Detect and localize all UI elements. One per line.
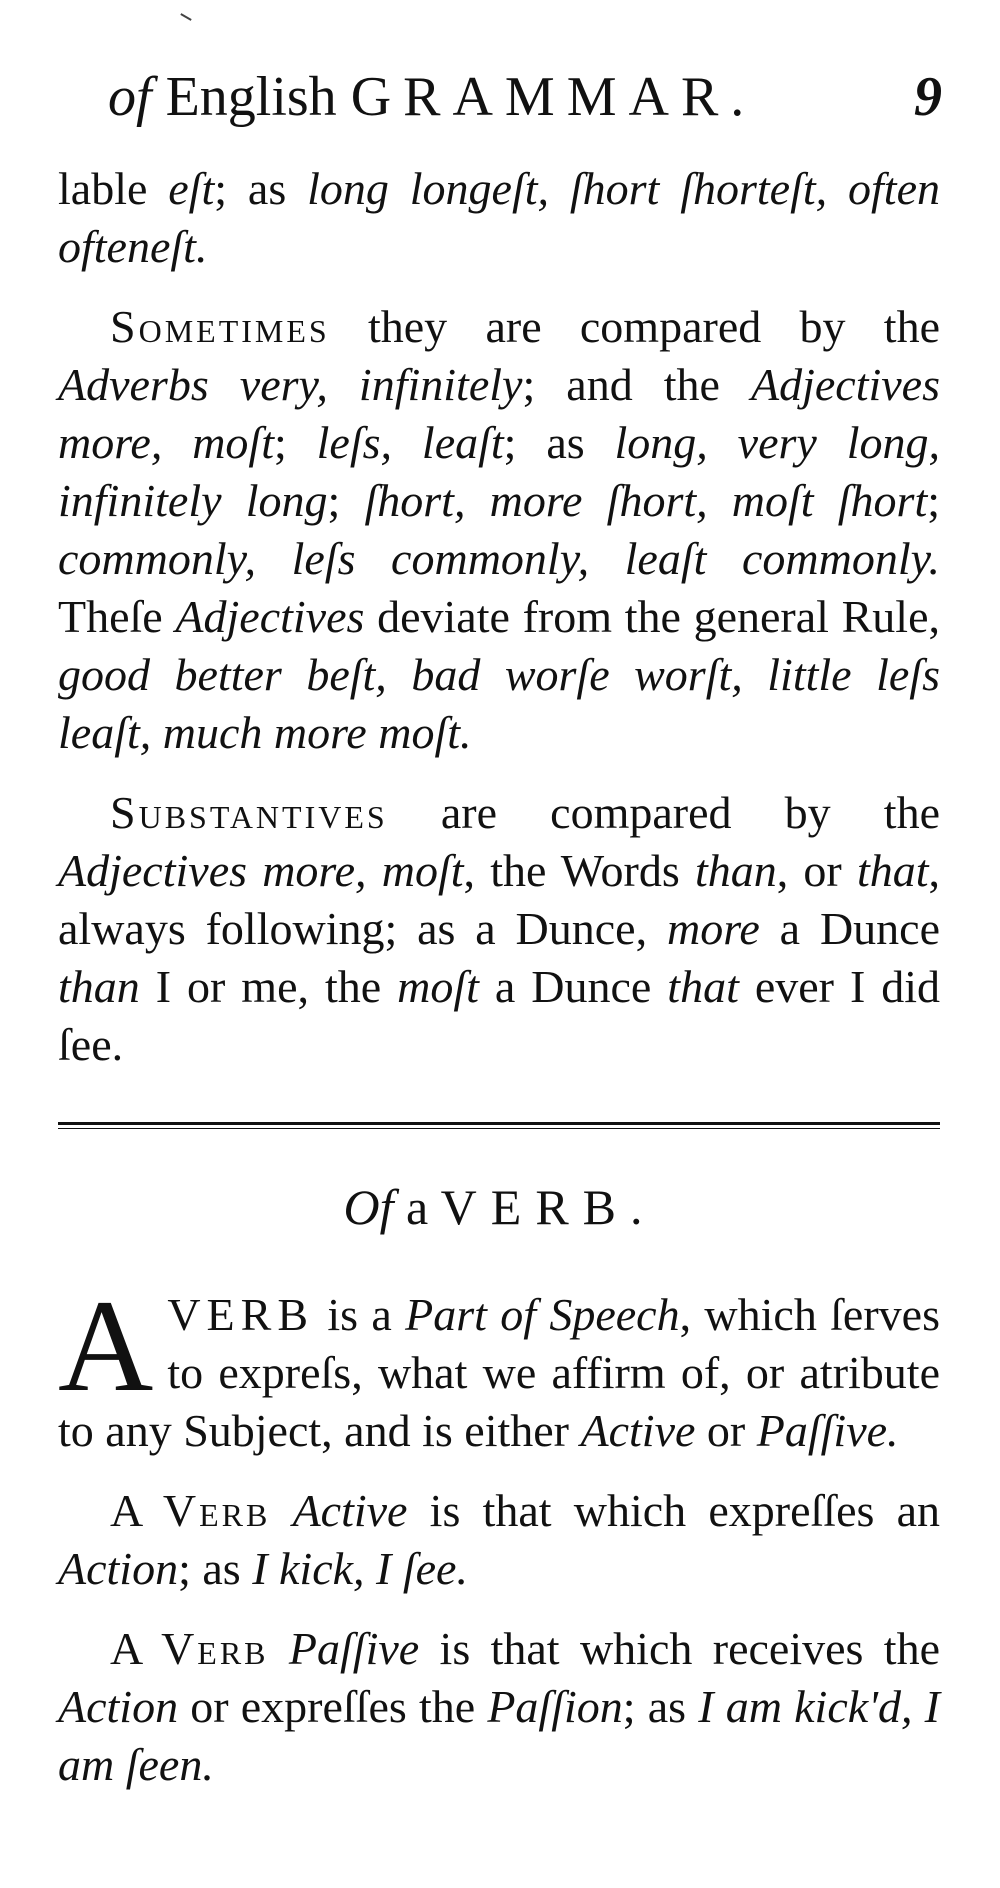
text-run: ; and the (522, 359, 751, 410)
text-run: , always following; as a Dunce, (58, 845, 940, 954)
italic-run: than (58, 961, 140, 1012)
ink-mark (180, 13, 191, 21)
italic-run: than (694, 845, 777, 896)
italic-run: moſt (397, 961, 479, 1012)
italic-run: more (666, 903, 760, 954)
text-run (269, 1623, 289, 1674)
verb-section-text (58, 1272, 941, 1816)
text-run: deviate from the general Rule, (364, 591, 941, 642)
section-divider-rule (58, 1122, 940, 1129)
text-run: or expreſſes the (178, 1681, 488, 1732)
text-run: a Dunce (759, 903, 940, 954)
text-run: A (110, 1485, 163, 1536)
small-caps-run: Verb (162, 1485, 271, 1536)
italic-run: commonly, leſs commonly, leaſt commonly. (58, 533, 940, 584)
italic-run: Active (580, 1405, 696, 1456)
text-run: or (695, 1405, 757, 1456)
paragraph-verb-passive (58, 1620, 940, 1794)
italic-run: Paſſive (288, 1623, 420, 1674)
running-head-english: English (165, 66, 337, 128)
text-run: ; as (503, 417, 615, 468)
paragraph-substantives (58, 784, 940, 1074)
italic-run: Action (58, 1681, 179, 1732)
text-run: are compared by the (387, 787, 940, 838)
running-head-title (108, 62, 756, 132)
page-number: 9 (914, 66, 942, 128)
italic-run: Paſſion (487, 1681, 623, 1732)
text-run: ; as (622, 1681, 699, 1732)
text-run: ; as (178, 1543, 253, 1594)
text-run (270, 1485, 292, 1536)
text-run: ; (274, 417, 317, 468)
paragraph-verb-active (58, 1482, 940, 1598)
italic-run: ſhort, more ſhort, moſt ſhort (364, 475, 928, 526)
section-title (0, 1175, 1000, 1239)
text-run: A (110, 1623, 162, 1674)
paragraph-sometimes (58, 298, 940, 762)
italic-run: good better beſt, bad worſe worſt, little leſs leaſt, much more moſt. (58, 649, 940, 758)
small-caps-run: Verb (161, 1623, 269, 1674)
text-run: lable (58, 163, 169, 214)
italic-run: Part of Speech (405, 1289, 680, 1340)
italic-run: Adverbs very, infinitely (58, 359, 523, 410)
small-caps-run: Sometimes (110, 301, 330, 352)
text-run: is that which receives the (419, 1623, 940, 1674)
italic-run: long, very long, infinitely long (58, 417, 940, 526)
text-run: , or (776, 845, 857, 896)
italic-run: Adjectives more, moſt (58, 845, 464, 896)
small-caps-run: Substantives (110, 787, 388, 838)
text-run: VERB (167, 1289, 315, 1340)
italic-run: long longeſt, ſhort ſhorteſt, often ofteneſt. (58, 163, 940, 272)
italic-run: I kick, I ſee. (252, 1543, 468, 1594)
text-run: ; (927, 475, 941, 526)
italic-run: Action (58, 1543, 179, 1594)
italic-run: I am kick'd, I am ſeen. (58, 1681, 940, 1790)
text-run: , the Words (463, 845, 695, 896)
running-head-grammar: GRAMMAR. (350, 66, 757, 128)
paragraph-comparison-est (58, 160, 940, 276)
paragraph-verb-definition (58, 1272, 940, 1460)
text-run: , which ſerves to expreſs, what we affirm of, or atribute to any Subject, and is either (58, 1289, 940, 1456)
italic-run: Adjectives more, moſt (58, 359, 940, 468)
drop-cap-letter: A (58, 1272, 154, 1419)
text-run: they are compared by the (329, 301, 940, 352)
text-run: I or me, the (139, 961, 398, 1012)
italic-run: leſs, leaſt (316, 417, 504, 468)
italic-run: that (856, 845, 929, 896)
section-title-of: Of (343, 1179, 394, 1235)
running-head-of: of (108, 66, 152, 128)
section-title-a: a (393, 1179, 441, 1235)
text-run: ever I did ſee. (58, 961, 940, 1070)
text-run: is a (314, 1289, 406, 1340)
italic-run: Adjectives (175, 591, 365, 642)
running-head (108, 62, 942, 132)
text-run: a Dunce (478, 961, 668, 1012)
text-run: ; as (214, 163, 308, 214)
text-run: is that which expreſſes an (407, 1485, 941, 1536)
italic-run: Active (292, 1485, 408, 1536)
text-run: Theſe (58, 591, 176, 642)
text-run: ; (327, 475, 365, 526)
italic-run: Paſſive. (756, 1405, 899, 1456)
body-text (58, 160, 940, 1096)
italic-run: that (667, 961, 739, 1012)
italic-run: eſt (168, 163, 215, 214)
section-title-verb: VERB. (440, 1179, 657, 1235)
